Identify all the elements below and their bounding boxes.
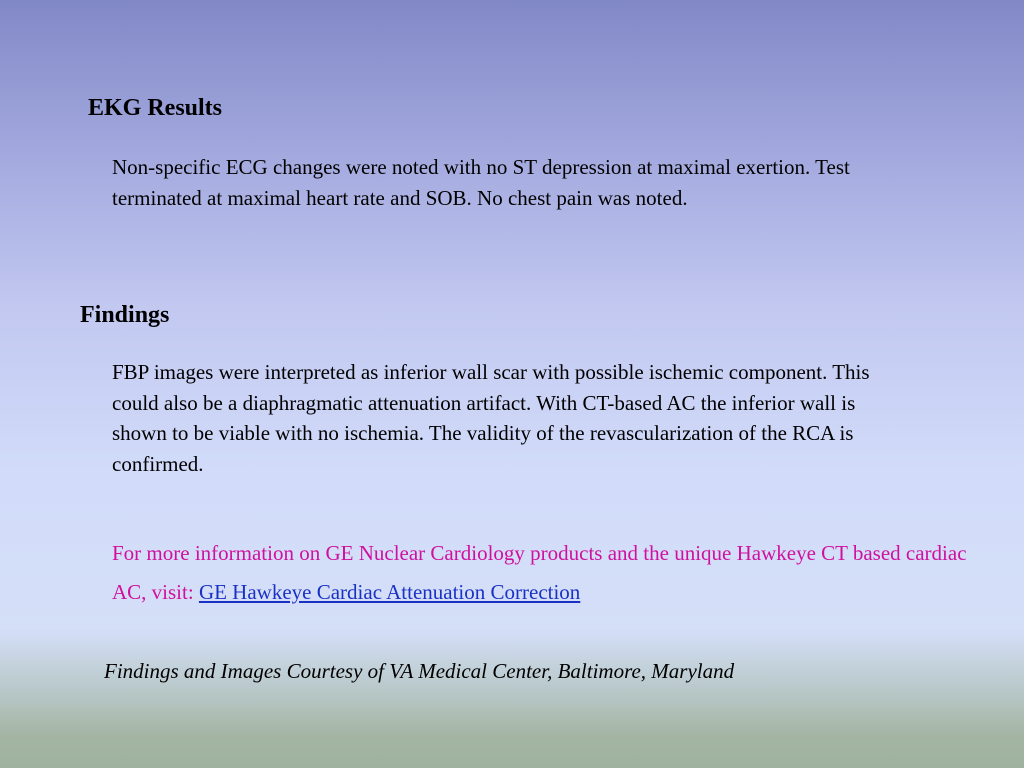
ekg-results-heading: EKG Results — [88, 95, 223, 121]
more-info-paragraph — [112, 534, 992, 611]
findings-heading: Findings — [80, 302, 170, 328]
findings-text: FBP images were interpreted as inferior wall scar with possible ischemic component. This could also be a diaphragmatic attenuation artifact. With CT-based AC the inferior wall is shown to be viable with no ischemia. The validity of the revascularization of the RCA is confirmed. — [112, 360, 870, 476]
hawkeye-ac-link[interactable]: GE Hawkeye Cardiac Attenuation Correction — [198, 579, 581, 604]
more-info-text: For more information on GE Nuclear Cardiology products and the unique Hawkeye CT based cardiac AC, visit: — [112, 541, 967, 604]
ekg-results-text: Non-specific ECG changes were noted with no ST depression at maximal exertion. Test terminated at maximal heart rate and SOB. No chest pain was noted. — [112, 155, 850, 210]
courtesy-note: Findings and Images Courtesy of VA Medical Center, Baltimore, Maryland — [104, 659, 735, 683]
